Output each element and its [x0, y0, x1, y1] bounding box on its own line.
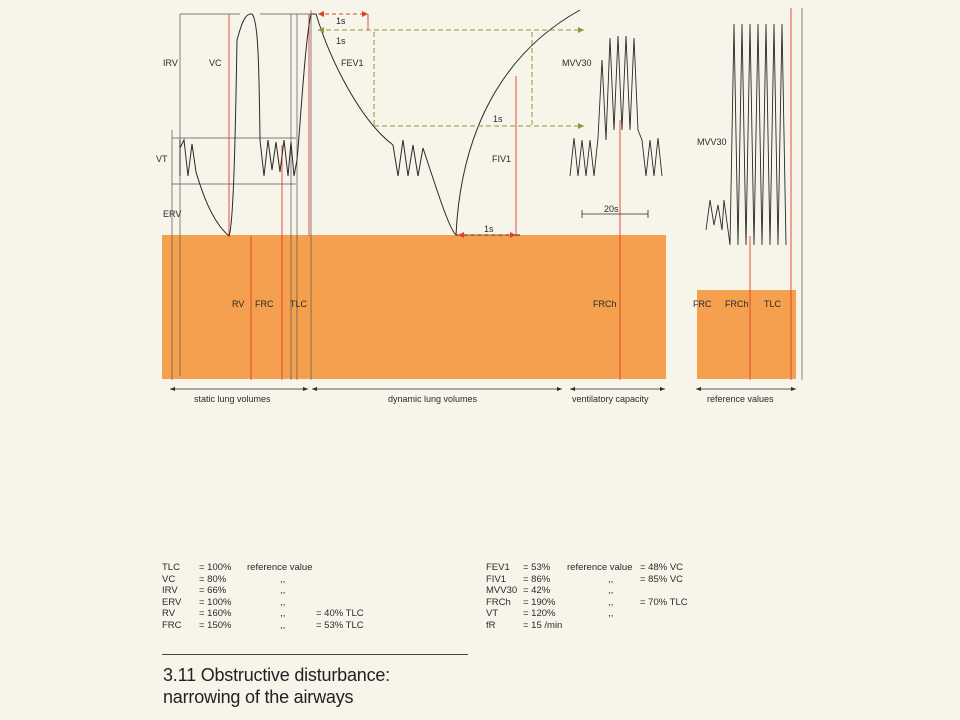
- value-ref: ,,: [280, 608, 286, 620]
- value-name: VT: [486, 608, 499, 620]
- value-pct: = 53%: [523, 562, 551, 573]
- value-ref: ,,: [608, 608, 614, 620]
- value-extra: = 48% VC: [640, 562, 684, 573]
- value-row-vt: [486, 608, 746, 620]
- value-name: FIV1: [486, 573, 507, 585]
- value-extra: = 40% TLC: [316, 608, 364, 620]
- values-left: [162, 562, 422, 632]
- section-dynamic: dynamic lung volumes: [388, 394, 478, 404]
- bar-label-ref-frch: FRCh: [725, 299, 749, 309]
- mvv-trace: [570, 36, 662, 176]
- value-extra: = 53% TLC: [316, 619, 364, 631]
- heading-line-1: 3.11 Obstructive disturbance:: [163, 665, 390, 685]
- value-ref: ,,: [280, 585, 286, 597]
- value-name: VC: [162, 573, 176, 585]
- value-pct: = 80%: [199, 573, 227, 585]
- marker-fiv-bottom: 1s: [484, 224, 494, 234]
- value-ref: reference value: [247, 562, 313, 573]
- value-pct: = 150%: [199, 619, 232, 631]
- value-pct: = 160%: [199, 608, 232, 620]
- value-extra: = 70% TLC: [640, 596, 688, 608]
- reference-mvv-trace: [706, 24, 786, 245]
- heading-rule: [162, 654, 468, 655]
- value-row-frc: [162, 620, 422, 632]
- marker-scale: 20s: [604, 204, 619, 214]
- value-name: fR: [486, 619, 496, 631]
- value-row-rv: [162, 608, 422, 620]
- marker-fev-mid: 1s: [493, 114, 503, 124]
- value-pct: = 120%: [523, 608, 556, 620]
- bar-label-frc: FRC: [255, 299, 274, 309]
- label-fiv1: FIV1: [492, 154, 512, 164]
- value-row-frch: [486, 597, 746, 609]
- section-ventilatory: ventilatory capacity: [572, 394, 649, 404]
- value-ref: ,,: [608, 596, 614, 608]
- value-ref: ,,: [280, 573, 286, 585]
- value-ref: ,,: [608, 573, 614, 585]
- value-name: FEV1: [486, 562, 510, 573]
- bar-label-rv: RV: [232, 299, 245, 309]
- bar-label-tlc: TLC: [290, 299, 308, 309]
- label-vc: VC: [209, 58, 222, 68]
- label-vt: VT: [156, 154, 168, 164]
- value-pct: = 15 /min: [523, 619, 563, 631]
- value-name: MVV30: [486, 585, 518, 597]
- bar-label-ref-frc: FRC: [693, 299, 712, 309]
- value-ref: ,,: [608, 585, 614, 597]
- value-row-irv: [162, 585, 422, 597]
- value-row-tlc: [162, 562, 422, 574]
- value-ref: ,,: [280, 596, 286, 608]
- value-row-mvv30: [486, 585, 746, 597]
- section-static: static lung volumes: [194, 394, 271, 404]
- green-dashed-guides: [318, 30, 584, 126]
- label-mvv30-ref: MVV30: [697, 137, 727, 147]
- spirogram-trace: [180, 14, 520, 236]
- value-pct: = 66%: [199, 585, 227, 597]
- red-timing-arrows: [318, 14, 514, 235]
- value-row-fiv1: [486, 574, 746, 586]
- section-reference: reference values: [707, 394, 774, 404]
- section-heading: [163, 664, 390, 708]
- inspiration-curve: [456, 10, 580, 235]
- value-row-fr: [486, 620, 746, 632]
- value-pct: = 42%: [523, 585, 551, 597]
- bar-label-frch: FRCh: [593, 299, 617, 309]
- value-name: FRCh: [486, 596, 511, 608]
- label-mvv30: MVV30: [562, 58, 592, 68]
- value-ref: ,,: [280, 619, 286, 631]
- value-extra: = 85% VC: [640, 573, 684, 585]
- label-irv: IRV: [163, 58, 178, 68]
- value-name: TLC: [162, 562, 180, 573]
- value-row-vc: [162, 574, 422, 586]
- value-pct: = 100%: [199, 596, 232, 608]
- value-row-erv: [162, 597, 422, 609]
- value-ref: reference value: [567, 562, 633, 573]
- marker-fev-second: 1s: [336, 36, 346, 46]
- value-row-fev1: [486, 562, 746, 574]
- value-pct: = 190%: [523, 596, 556, 608]
- bar-label-ref-tlc: TLC: [764, 299, 782, 309]
- value-pct: = 86%: [523, 573, 551, 585]
- heading-line-2: narrowing of the airways: [163, 687, 354, 707]
- value-name: RV: [162, 608, 176, 620]
- values-right: [486, 562, 746, 632]
- value-name: ERV: [162, 596, 182, 608]
- label-fev1: FEV1: [341, 58, 364, 68]
- marker-fev-top: 1s: [336, 16, 346, 26]
- label-erv: ERV: [163, 209, 182, 219]
- value-pct: = 100%: [199, 562, 232, 573]
- value-name: IRV: [162, 585, 178, 597]
- value-name: FRC: [162, 619, 182, 631]
